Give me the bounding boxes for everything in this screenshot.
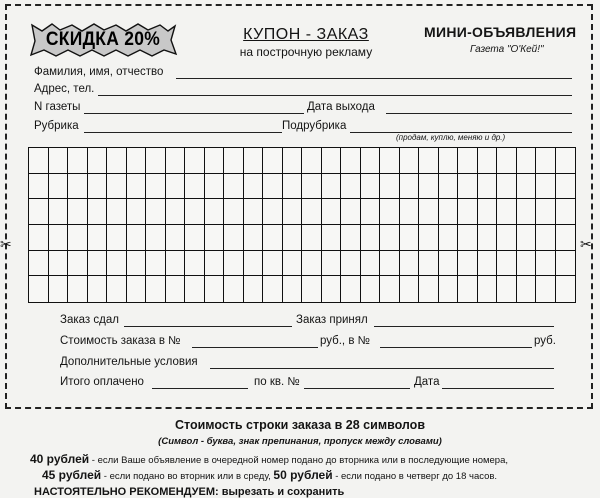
grid-cell[interactable] [224, 148, 244, 174]
grid-cell[interactable] [49, 174, 69, 200]
grid-cell[interactable] [283, 276, 303, 302]
grid-cell[interactable] [517, 148, 537, 174]
grid-cell[interactable] [458, 148, 478, 174]
grid-cell[interactable] [322, 199, 342, 225]
grid-cell[interactable] [478, 251, 498, 277]
grid-cell[interactable] [497, 148, 517, 174]
category-field[interactable] [84, 132, 282, 133]
grid-cell[interactable] [302, 174, 322, 200]
grid-cell[interactable] [263, 148, 283, 174]
grid-cell[interactable] [536, 276, 556, 302]
date-label: Дата [414, 376, 440, 388]
rub-in-label: руб., в № [320, 335, 370, 347]
grid-cell[interactable] [536, 174, 556, 200]
grid-cell[interactable] [536, 225, 556, 251]
grid-cell[interactable] [458, 225, 478, 251]
grid-cell[interactable] [166, 225, 186, 251]
recommendation-text: НАСТОЯТЕЛЬНО РЕКОМЕНДУЕМ: вырезать и сохранить [34, 486, 345, 498]
grid-cell[interactable] [458, 174, 478, 200]
grid-cell[interactable] [380, 174, 400, 200]
grid-cell[interactable] [88, 225, 108, 251]
grid-cell[interactable] [29, 276, 49, 302]
grid-cell[interactable] [68, 225, 88, 251]
grid-cell[interactable] [322, 225, 342, 251]
grid-cell[interactable] [263, 251, 283, 277]
grid-cell[interactable] [88, 148, 108, 174]
grid-cell[interactable] [400, 276, 420, 302]
grid-cell[interactable] [283, 199, 303, 225]
grid-cell[interactable] [263, 199, 283, 225]
category-note: (продам, куплю, меняю и др.) [396, 133, 506, 142]
grid-cell[interactable] [146, 251, 166, 277]
grid-cell[interactable] [517, 276, 537, 302]
cost-issue-field[interactable] [192, 347, 318, 348]
grid-cell[interactable] [127, 276, 147, 302]
grid-cell[interactable] [439, 199, 459, 225]
grid-cell[interactable] [283, 174, 303, 200]
category-label: Рубрика [34, 120, 79, 132]
grid-cell[interactable] [556, 148, 576, 174]
grid-cell[interactable] [302, 148, 322, 174]
release-date-field[interactable] [386, 113, 572, 114]
grid-cell[interactable] [439, 251, 459, 277]
grid-cell[interactable] [263, 225, 283, 251]
address-label: Адрес, тел. [34, 83, 95, 95]
issue-number-label: N газеты [34, 101, 81, 113]
grid-cell[interactable] [517, 199, 537, 225]
price-line-1 [30, 452, 508, 466]
grid-cell[interactable] [127, 225, 147, 251]
grid-cell[interactable] [419, 276, 439, 302]
publication-name: МИНИ-ОБЪЯВЛЕНИЯ [424, 24, 577, 40]
price-2: 45 рублей [42, 468, 102, 482]
accepted-label: Заказ принял [296, 314, 368, 326]
grid-cell[interactable] [205, 174, 225, 200]
total-paid-label: Итого оплачено [60, 376, 144, 388]
grid-cell[interactable] [341, 276, 361, 302]
grid-cell[interactable] [556, 251, 576, 277]
grid-cell[interactable] [107, 276, 127, 302]
grid-cell[interactable] [29, 174, 49, 200]
grid-cell[interactable] [341, 225, 361, 251]
grid-cell[interactable] [478, 148, 498, 174]
grid-cell[interactable] [556, 199, 576, 225]
grid-cell[interactable] [361, 174, 381, 200]
grid-cell[interactable] [68, 148, 88, 174]
total-paid-field[interactable] [152, 388, 248, 389]
full-name-field[interactable] [176, 78, 572, 79]
grid-cell[interactable] [497, 174, 517, 200]
grid-cell[interactable] [166, 148, 186, 174]
grid-cell[interactable] [166, 199, 186, 225]
grid-cell[interactable] [244, 276, 264, 302]
grid-cell[interactable] [283, 148, 303, 174]
coupon-title: КУПОН - ЗАКАЗ [243, 26, 369, 43]
grid-cell[interactable] [205, 276, 225, 302]
grid-cell[interactable] [244, 199, 264, 225]
grid-cell[interactable] [322, 276, 342, 302]
grid-cell[interactable] [127, 174, 147, 200]
grid-cell[interactable] [361, 276, 381, 302]
grid-cell[interactable] [205, 148, 225, 174]
grid-cell[interactable] [29, 148, 49, 174]
grid-cell[interactable] [458, 199, 478, 225]
grid-cell[interactable] [517, 225, 537, 251]
grid-cell[interactable] [341, 174, 361, 200]
grid-cell[interactable] [361, 148, 381, 174]
grid-cell[interactable] [88, 199, 108, 225]
grid-cell[interactable] [185, 276, 205, 302]
grid-cell[interactable] [146, 148, 166, 174]
grid-cell[interactable] [107, 174, 127, 200]
badge-text: СКИДКА 20% [45, 29, 161, 50]
grid-cell[interactable] [224, 225, 244, 251]
subcategory-label: Подрубрика [282, 120, 347, 132]
grid-cell[interactable] [224, 199, 244, 225]
grid-cell[interactable] [166, 276, 186, 302]
grid-cell[interactable] [322, 251, 342, 277]
grid-cell[interactable] [263, 276, 283, 302]
cost-label: Стоимость заказа в № [60, 335, 181, 347]
grid-cell[interactable] [478, 276, 498, 302]
release-date-label: Дата выхода [307, 101, 375, 113]
grid-cell[interactable] [556, 174, 576, 200]
grid-cell[interactable] [497, 251, 517, 277]
grid-cell[interactable] [302, 199, 322, 225]
grid-cell[interactable] [419, 148, 439, 174]
grid-cell[interactable] [380, 276, 400, 302]
grid-cell[interactable] [400, 174, 420, 200]
grid-cell[interactable] [361, 199, 381, 225]
grid-cell[interactable] [302, 276, 322, 302]
grid-cell[interactable] [419, 225, 439, 251]
grid-cell[interactable] [29, 199, 49, 225]
grid-cell[interactable] [68, 199, 88, 225]
grid-cell[interactable] [380, 199, 400, 225]
grid-cell[interactable] [341, 148, 361, 174]
grid-cell[interactable] [439, 174, 459, 200]
grid-cell[interactable] [224, 174, 244, 200]
grid-cell[interactable] [517, 174, 537, 200]
grid-cell[interactable] [302, 251, 322, 277]
grid-cell[interactable] [244, 225, 264, 251]
grid-cell[interactable] [49, 276, 69, 302]
grid-cell[interactable] [205, 251, 225, 277]
grid-cell[interactable] [107, 225, 127, 251]
grid-cell[interactable] [439, 225, 459, 251]
grid-cell[interactable] [458, 276, 478, 302]
submitted-field[interactable] [124, 326, 292, 327]
grid-cell[interactable] [224, 276, 244, 302]
grid-cell[interactable] [49, 199, 69, 225]
grid-cell[interactable] [205, 225, 225, 251]
grid-cell[interactable] [244, 251, 264, 277]
coupon-subtitle: на построчную рекламу [239, 45, 373, 59]
grid-cell[interactable] [439, 276, 459, 302]
accepted-field[interactable] [374, 326, 554, 327]
grid-cell[interactable] [29, 225, 49, 251]
grid-cell[interactable] [146, 174, 166, 200]
grid-cell[interactable] [536, 199, 556, 225]
scissors-right-icon: ✂ [580, 236, 592, 252]
grid-cell[interactable] [497, 199, 517, 225]
grid-cell[interactable] [322, 148, 342, 174]
grid-cell[interactable] [380, 148, 400, 174]
grid-cell[interactable] [419, 174, 439, 200]
grid-cell[interactable] [380, 225, 400, 251]
price-1-text: - если Ваше объявление в очередной номер подано до вторника или в последующие номера, [89, 455, 509, 466]
grid-cell[interactable] [361, 251, 381, 277]
grid-cell[interactable] [224, 251, 244, 277]
grid-cell[interactable] [283, 225, 303, 251]
grid-cell[interactable] [68, 251, 88, 277]
price-1: 40 рублей [30, 452, 90, 466]
grid-cell[interactable] [107, 199, 127, 225]
grid-cell[interactable] [400, 225, 420, 251]
submitted-label: Заказ сдал [60, 314, 119, 326]
grid-cell[interactable] [166, 251, 186, 277]
grid-cell[interactable] [185, 199, 205, 225]
grid-cell[interactable] [68, 174, 88, 200]
grid-cell[interactable] [146, 276, 166, 302]
grid-cell[interactable] [458, 251, 478, 277]
extra-conditions-label: Дополнительные условия [60, 356, 198, 368]
scissors-left-icon: ✂ [0, 236, 12, 252]
grid-cell[interactable] [244, 174, 264, 200]
grid-cell[interactable] [400, 148, 420, 174]
pricing-subtitle: (Символ - буква, знак препинания, пропуск между словами) [158, 436, 442, 447]
grid-cell[interactable] [497, 276, 517, 302]
grid-cell[interactable] [185, 148, 205, 174]
grid-cell[interactable] [478, 199, 498, 225]
price-3: 50 рублей [273, 468, 333, 482]
grid-cell[interactable] [146, 225, 166, 251]
grid-cell[interactable] [419, 251, 439, 277]
grid-cell[interactable] [88, 174, 108, 200]
grid-cell[interactable] [185, 225, 205, 251]
ad-text-grid[interactable] [28, 147, 576, 303]
full-name-label: Фамилия, имя, отчество [34, 66, 164, 78]
grid-cell[interactable] [185, 251, 205, 277]
price-3-text: - если подано в четверг до 18 часов. [332, 471, 498, 482]
newspaper-name: Газета "О'Кей!" [470, 44, 544, 55]
grid-cell[interactable] [68, 276, 88, 302]
grid-cell[interactable] [107, 148, 127, 174]
grid-cell[interactable] [49, 251, 69, 277]
grid-cell[interactable] [380, 251, 400, 277]
cost-amount-field[interactable] [380, 347, 532, 348]
grid-cell[interactable] [322, 174, 342, 200]
grid-cell[interactable] [88, 251, 108, 277]
grid-cell[interactable] [166, 174, 186, 200]
grid-cell[interactable] [419, 199, 439, 225]
grid-cell[interactable] [556, 276, 576, 302]
grid-cell[interactable] [536, 251, 556, 277]
rub-label: руб. [534, 335, 556, 347]
price-line-2 [42, 468, 497, 482]
grid-cell[interactable] [127, 199, 147, 225]
grid-cell[interactable] [400, 199, 420, 225]
grid-cell[interactable] [556, 225, 576, 251]
grid-cell[interactable] [400, 251, 420, 277]
grid-cell[interactable] [49, 148, 69, 174]
grid-cell[interactable] [107, 251, 127, 277]
grid-cell[interactable] [302, 225, 322, 251]
grid-cell[interactable] [205, 199, 225, 225]
issue-number-field[interactable] [84, 113, 304, 114]
grid-cell[interactable] [497, 225, 517, 251]
price-2-text: - если подано во вторник или в среду, [101, 471, 274, 482]
receipt-field[interactable] [304, 388, 410, 389]
grid-cell[interactable] [517, 251, 537, 277]
receipt-label: по кв. № [254, 376, 300, 388]
grid-cell[interactable] [536, 148, 556, 174]
grid-cell[interactable] [127, 148, 147, 174]
grid-cell[interactable] [361, 225, 381, 251]
grid-cell[interactable] [478, 174, 498, 200]
grid-cell[interactable] [341, 199, 361, 225]
grid-cell[interactable] [439, 148, 459, 174]
extra-conditions-field[interactable] [210, 368, 554, 369]
discount-badge [28, 22, 178, 58]
grid-cell[interactable] [29, 251, 49, 277]
address-field[interactable] [98, 95, 572, 96]
grid-cell[interactable] [283, 251, 303, 277]
grid-cell[interactable] [341, 251, 361, 277]
grid-cell[interactable] [185, 174, 205, 200]
grid-cell[interactable] [127, 251, 147, 277]
grid-cell[interactable] [88, 276, 108, 302]
grid-cell[interactable] [478, 225, 498, 251]
grid-cell[interactable] [244, 148, 264, 174]
grid-cell[interactable] [49, 225, 69, 251]
grid-cell[interactable] [146, 199, 166, 225]
pricing-title: Стоимость строки заказа в 28 символов [174, 418, 426, 432]
grid-cell[interactable] [263, 174, 283, 200]
date-field[interactable] [442, 388, 554, 389]
